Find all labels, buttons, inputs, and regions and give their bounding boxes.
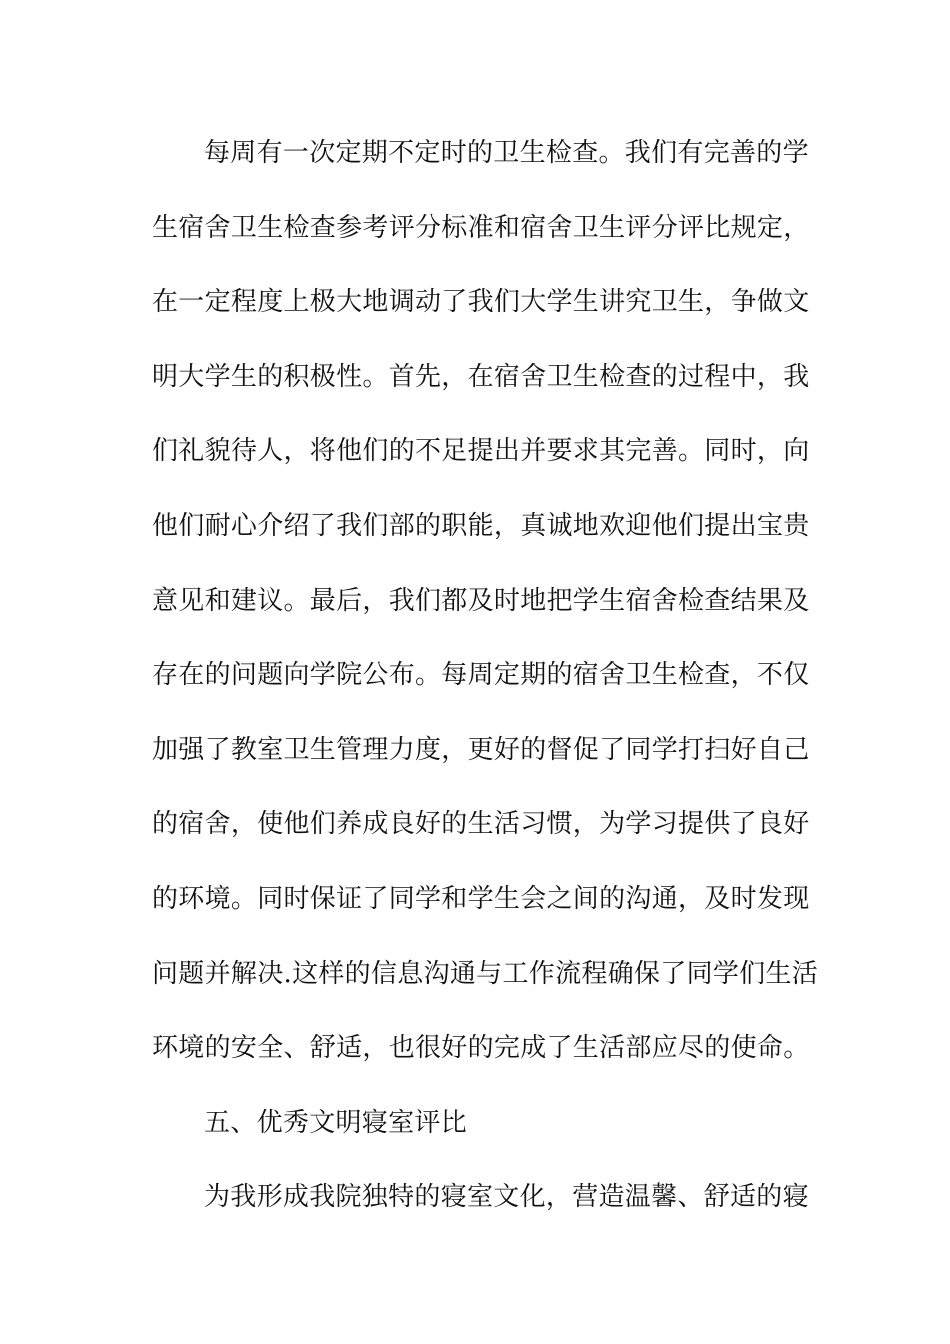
paragraph-line: 为我形成我院独特的寝室文化，营造温馨、舒适的寝 [204,1182,809,1213]
paragraph-line: 每周有一次定期不定时的卫生检查。我们有完善的学 [204,138,809,168]
paragraph-line: 存在的问题向学院公布。每周定期的宿舍卫生检查，不仅 [152,660,810,691]
body-text [152,128,819,1247]
paragraph-line: 问题并解决.这样的信息沟通与工作流程确保了同学们生活 [152,958,819,989]
paragraph-line: 意见和建议。最后，我们都及时地把学生宿舍检查结果及 [152,585,810,616]
section-heading: 五、优秀文明寝室评比 [204,1107,468,1138]
paragraph-line: 的环境。同时保证了同学和学生会之间的沟通，及时发现 [152,883,810,914]
paragraph-line: 们礼貌待人，将他们的不足提出并要求其完善。同时，向 [152,436,810,467]
paragraph-line: 明大学生的积极性。首先，在宿舍卫生检查的过程中，我 [152,361,810,392]
paragraph-line: 加强了教室卫生管理力度，更好的督促了同学打扫好自己 [152,734,810,765]
paragraph-line: 他们耐心介绍了我们部的职能，真诚地欢迎他们提出宝贵 [152,510,810,541]
paragraph-line: 生宿舍卫生检查参考评分标准和宿舍卫生评分评比规定， [152,212,810,243]
paragraph-line: 环境的安全、舒适，也很好的完成了生活部应尽的使命。 [152,1033,810,1064]
paragraph-line: 在一定程度上极大地调动了我们大学生讲究卫生，争做文 [152,287,810,318]
paragraph-line: 的宿舍，使他们养成良好的生活习惯，为学习提供了良好 [152,809,810,840]
